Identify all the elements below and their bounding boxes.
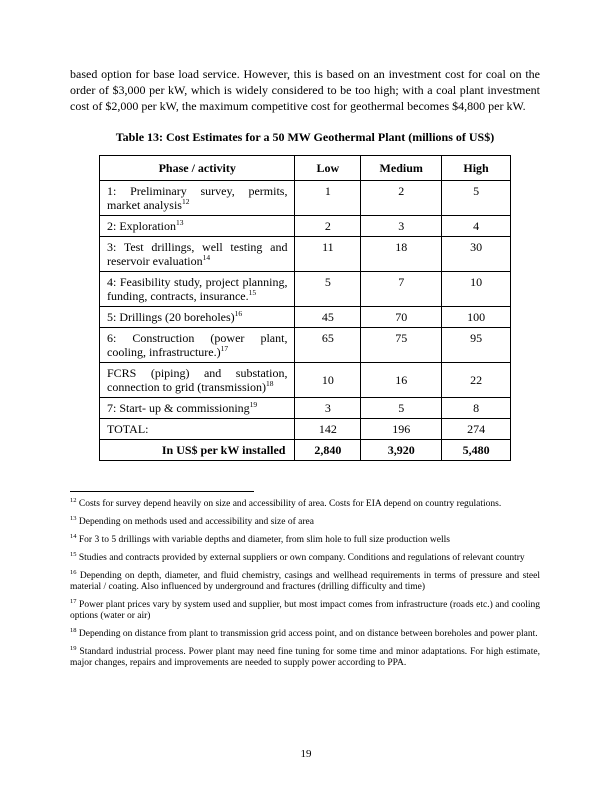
phase-text: 3: Test drillings, well testing and reservoir evaluation (107, 240, 288, 268)
footnote-text: For 3 to 5 drillings with variable depths and diameter, from slim hole to full size production wells (78, 535, 450, 545)
phase-cell (100, 272, 295, 307)
value-low: 11 (295, 237, 361, 272)
footnote-text: Power plant prices vary by system used and supplier, but most impact comes from infrastructure (roads etc.) and cooling options (water or air) (70, 600, 541, 621)
total-low: 142 (295, 419, 361, 440)
footnote-text: Depending on distance from plant to transmission grid access point, and on distance between boreholes and power plant. (78, 629, 538, 639)
footnote-number: 17 (70, 597, 77, 605)
table-title: Table 13: Cost Estimates for a 50 MW Geothermal Plant (millions of US$) (115, 130, 495, 144)
footnote (70, 597, 541, 622)
phase-text: 7: Start- up & commissioning (107, 401, 250, 415)
value-low: 3 (295, 398, 361, 419)
value-low: 45 (295, 307, 361, 328)
footnote-number: 18 (70, 626, 77, 634)
value-high: 100 (442, 307, 511, 328)
footnote-number: 13 (70, 514, 77, 522)
footnote-number: 16 (70, 568, 77, 576)
value-medium: 3 (361, 216, 442, 237)
value-medium: 70 (361, 307, 442, 328)
per-kw-label: In US$ per kW installed (100, 440, 295, 461)
table-row (100, 181, 511, 216)
value-medium: 7 (361, 272, 442, 307)
value-medium: 2 (361, 181, 442, 216)
footnote-ref: 17 (220, 344, 229, 353)
table-row (100, 398, 511, 419)
phase-cell (100, 398, 295, 419)
value-low: 1 (295, 181, 361, 216)
footnote-ref: 15 (248, 288, 257, 297)
footnote-ref: 19 (249, 400, 258, 409)
per-kw-low: 2,840 (295, 440, 361, 461)
phase-text: 1: Preliminary survey, permits, market analysis (107, 184, 288, 212)
col-header-high: High (442, 156, 511, 181)
footnote (70, 626, 540, 640)
value-high: 30 (442, 237, 511, 272)
value-low: 2 (295, 216, 361, 237)
footnote-separator (70, 491, 254, 492)
page-number: 19 (300, 748, 312, 760)
col-header-phase: Phase / activity (100, 156, 295, 181)
per-kw-medium: 3,920 (361, 440, 442, 461)
phase-cell (100, 328, 295, 363)
footnote-text: Costs for survey depend heavily on size and accessibility of area. Costs for EIA depend on country regulations. (78, 499, 502, 509)
phase-cell (100, 237, 295, 272)
footnote-text: Standard industrial process. Power plant may need fine tuning for some time and minor adaptations. For high estimate, major changes, repairs and improvements are needed to supply power according to PPA. (70, 647, 541, 668)
footnote (70, 514, 540, 528)
total-medium: 196 (361, 419, 442, 440)
total-high: 274 (442, 419, 511, 440)
table-row (100, 272, 511, 307)
table-row (100, 328, 511, 363)
footnote (70, 568, 541, 593)
intro-paragraph: based option for base load service. However, this is based on an investment cost for coal on the order of $3,000 per kW, which is widely considered to be too high; with a coal plant investment cost of $2,000 per kW, the maximum competitive cost for geothermal becomes $4,800 per kW. (70, 67, 540, 113)
phase-text: 6: Construction (power plant, cooling, infrastructure.) (107, 331, 288, 359)
phase-cell (100, 307, 295, 328)
phase-text: 2: Exploration (107, 219, 176, 233)
value-low: 65 (295, 328, 361, 363)
footnote-number: 19 (70, 644, 77, 652)
value-low: 10 (295, 363, 361, 398)
table-header-row (100, 156, 511, 181)
value-high: 8 (442, 398, 511, 419)
total-row (100, 419, 511, 440)
value-medium: 18 (361, 237, 442, 272)
per-kw-high: 5,480 (442, 440, 511, 461)
phase-cell (100, 181, 295, 216)
footnote-number: 15 (70, 550, 77, 558)
footnote (70, 496, 540, 510)
footnote-text: Depending on methods used and accessibility and size of area (78, 517, 314, 527)
footnote-ref: 12 (181, 197, 190, 206)
value-medium: 16 (361, 363, 442, 398)
value-medium: 75 (361, 328, 442, 363)
table-row (100, 237, 511, 272)
col-header-medium: Medium (361, 156, 442, 181)
footnote-ref: 14 (202, 253, 211, 262)
value-high: 5 (442, 181, 511, 216)
value-medium: 5 (361, 398, 442, 419)
value-high: 4 (442, 216, 511, 237)
table-row (100, 363, 511, 398)
footnotes-section (70, 496, 541, 669)
footnote (70, 532, 540, 546)
footnote-ref: 18 (265, 379, 274, 388)
value-high: 22 (442, 363, 511, 398)
footnote-ref: 16 (234, 309, 243, 318)
footnote-text: Depending on depth, diameter, and fluid chemistry, casings and wellhead requirements in terms of pressure and steel material / coating. Also influenced by underground and fractures (drilling difficulty and time) (70, 571, 541, 592)
footnote (70, 644, 541, 669)
footnote-number: 14 (70, 532, 77, 540)
value-high: 10 (442, 272, 511, 307)
cost-table (99, 155, 511, 461)
phase-cell (100, 216, 295, 237)
phase-text: 5: Drillings (20 boreholes) (107, 310, 235, 324)
total-label: TOTAL: (100, 419, 295, 440)
col-header-low: Low (295, 156, 361, 181)
table-row (100, 216, 511, 237)
phase-cell (100, 363, 295, 398)
footnote-text: Studies and contracts provided by external suppliers or own company. Conditions and regulations of relevant country (78, 553, 525, 563)
value-low: 5 (295, 272, 361, 307)
table-row (100, 307, 511, 328)
per-kw-row (100, 440, 511, 461)
phase-text: 4: Feasibility study, project planning, funding, contracts, insurance. (107, 275, 288, 303)
value-high: 95 (442, 328, 511, 363)
footnote (70, 550, 540, 564)
footnote-ref: 13 (176, 218, 184, 227)
footnote-number: 12 (70, 496, 77, 504)
phase-text: FCRS (piping) and substation, connection to grid (transmission) (107, 366, 288, 394)
